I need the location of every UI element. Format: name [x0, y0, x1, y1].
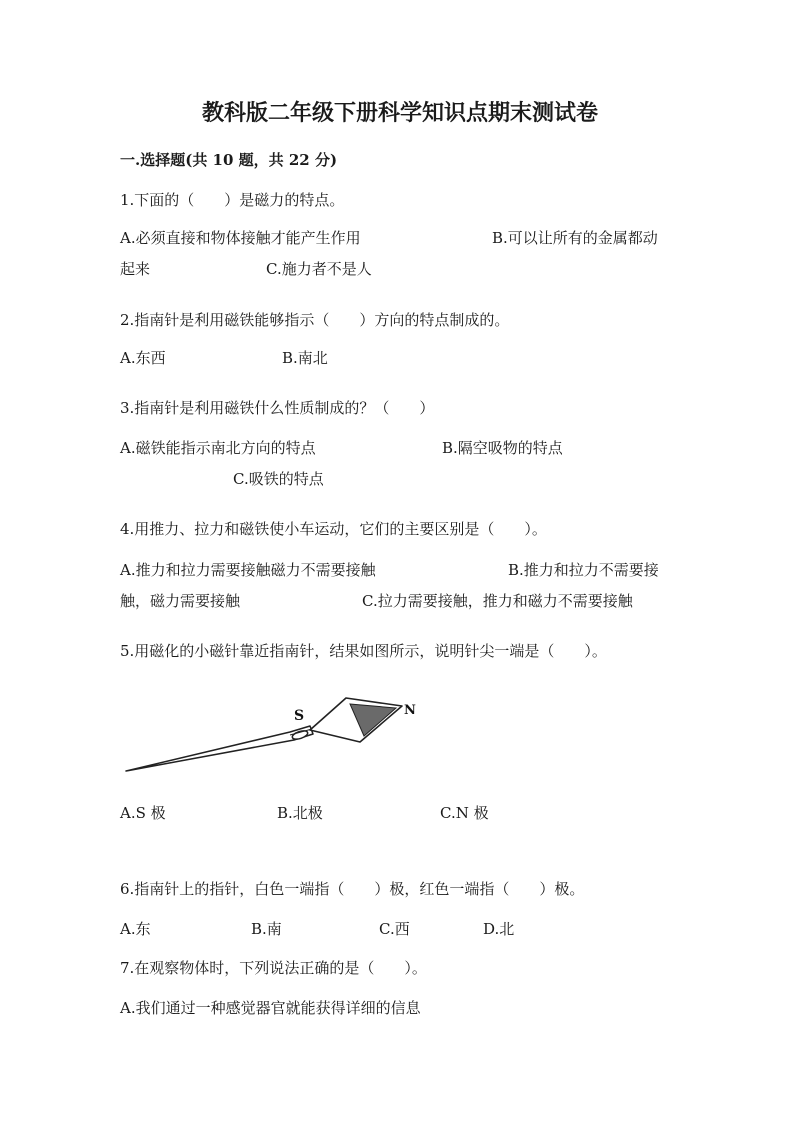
question-3-stem: 3.指南针是利用磁铁什么性质制成的？（ ）	[120, 399, 435, 417]
question-1-option-a: A.必须直接和物体接触才能产生作用	[120, 229, 361, 247]
question-2-option-b: B.南北	[282, 349, 328, 367]
question-2-stem: 2.指南针是利用磁铁能够指示（ ）方向的特点制成的。	[120, 311, 510, 329]
question-5-option-c: C.N 极	[440, 804, 489, 822]
question-5-option-b: B.北极	[277, 804, 323, 822]
question-4-stem: 4.用推力、拉力和磁铁使小车运动，它们的主要区别是（ ）。	[120, 520, 547, 538]
question-5-stem: 5.用磁化的小磁针靠近指南针，结果如图所示，说明针尖一端是（ ）。	[120, 642, 607, 660]
question-6-option-d: D.北	[483, 920, 515, 938]
question-3-option-a: A.磁铁能指示南北方向的特点	[120, 439, 316, 457]
question-4-option-a: A.推力和拉力需要接触磁力不需要接触	[120, 561, 376, 579]
question-1-option-b-continued: 起来	[120, 260, 151, 278]
figure-label-n: N	[404, 703, 416, 718]
question-4-option-b: B.推力和拉力不需要接	[508, 561, 659, 579]
question-6-stem: 6.指南针上的指针，白色一端指（ ）极，红色一端指（ ）极。	[120, 880, 585, 898]
question-6-option-b: B.南	[251, 920, 282, 938]
question-7-option-a: A.我们通过一种感觉器官就能获得详细的信息	[120, 999, 421, 1017]
needle-compass-figure	[120, 690, 440, 780]
question-1-stem: 1.下面的（ ）是磁力的特点。	[120, 191, 345, 209]
question-5-option-a: A.S 极	[120, 804, 166, 822]
question-6-option-c: C.西	[379, 920, 410, 938]
question-7-stem: 7.在观察物体时，下列说法正确的是（ ）。	[120, 959, 427, 977]
question-1-option-b: B.可以让所有的金属都动	[492, 229, 658, 247]
question-3-option-c: C.吸铁的特点	[233, 470, 324, 488]
question-1-option-c: C.施力者不是人	[266, 260, 372, 278]
question-3-option-b: B.隔空吸物的特点	[442, 439, 563, 457]
figure-label-s: S	[294, 708, 305, 724]
page-title: 教科版二年级下册科学知识点期末测试卷	[201, 100, 598, 126]
section-heading: 一.选择题(共 10 题，共 22 分)	[120, 151, 338, 169]
needle-shape	[126, 726, 313, 771]
question-2-option-a: A.东西	[120, 349, 166, 367]
question-4-option-c: C.拉力需要接触，推力和磁力不需要接触	[362, 592, 633, 610]
question-4-option-b-continued: 触，磁力需要接触	[120, 592, 241, 610]
question-6-option-a: A.东	[120, 920, 151, 938]
